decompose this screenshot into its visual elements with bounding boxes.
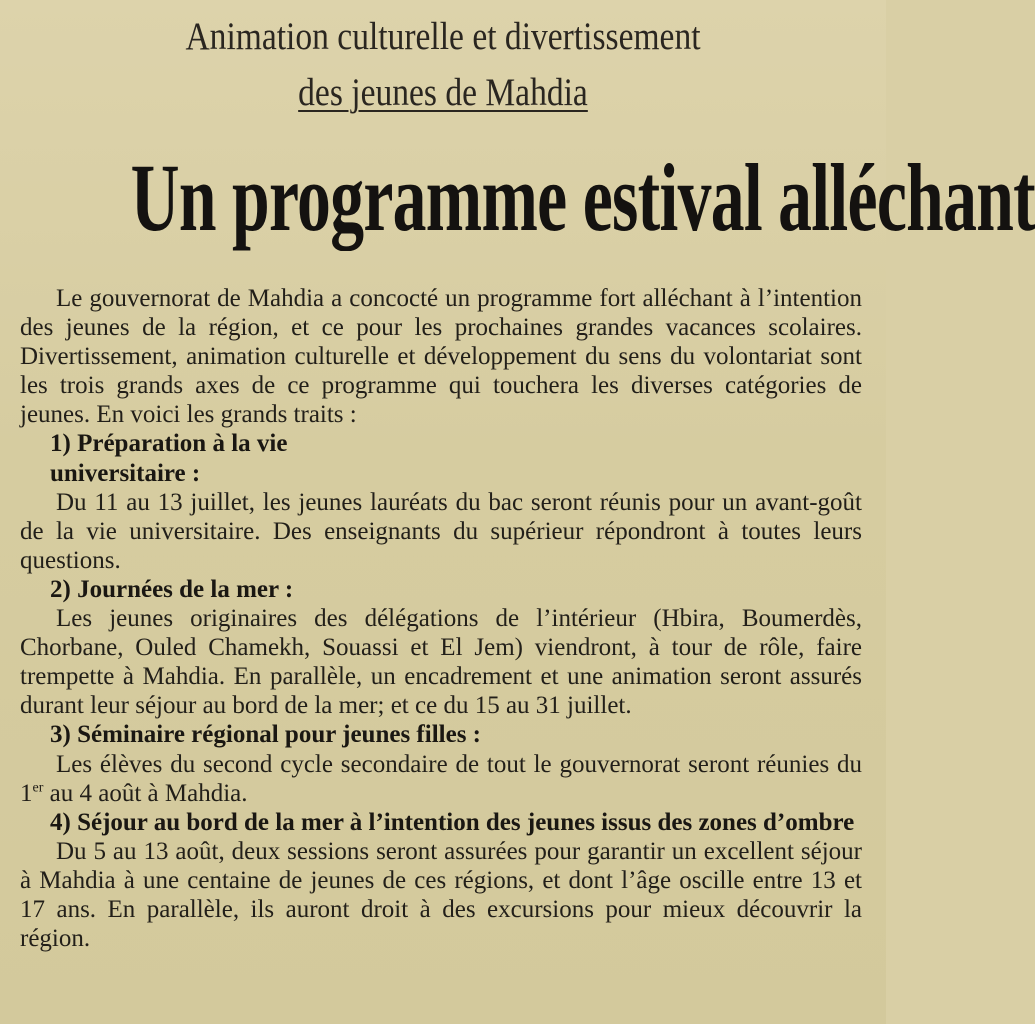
intro-paragraph: Le gouvernorat de Mahdia a concocté un programme fort alléchant à l’intention des jeunes de la région, et ce pour les prochaines grandes vacances scolaires. Divertissement, animation culturelle et développement du sens du volontariat sont les trois grands axes de ce programme qui touchera les diverses catégories de jeunes. En voici les grands traits : — [20, 285, 862, 429]
section-3-text — [20, 750, 862, 808]
section-4-text: Du 5 au 13 août, deux sessions seront assurées pour garantir un excellent séjour à Mahdia à une centaine de jeunes de ces régions, et dont l’âge oscille entre 13 et 17 ans. En parallèle, ils auront droit à des excursions pour mieux découvrir la région. — [20, 837, 862, 953]
section-1-text: Du 11 au 13 juillet, les jeunes lauréats du bac seront réunis pour un avant-goût de la vie universitaire. Des enseignants du supérieur répondront à toutes leurs questions. — [20, 488, 862, 574]
section-2-text: Les jeunes originaires des délégations de l’intérieur (Hbira, Boumerdès, Chorbane, Ouled Chamekh, Souassi et El Jem) viendront, à tour de rôle, faire trempette à Mahdia. En parallèle, un encadrement et une animation seront assurés durant leur séjour au bord de la mer; et ce du 15 au 31 juillet. — [20, 605, 862, 720]
article-body — [20, 284, 862, 953]
section-3-text-start: Les élèves du second cycle secondaire de tout le gouvernorat seront réunies du 1 — [20, 750, 862, 807]
kicker-line-1: Animation culturelle et divertissement — [185, 15, 701, 58]
section-4-heading: 4) Séjour au bord de la mer à l’intention des jeunes issus des zones d’ombre — [50, 808, 855, 836]
kicker-line-2: des jeunes de Mahdia — [298, 71, 588, 114]
section-1-heading: 1) Préparation à la vie universitaire : — [50, 430, 288, 487]
section-2-heading: 2) Journées de la mer : — [50, 575, 294, 603]
section-3-text-end: au 4 août à Mahdia. — [43, 779, 248, 807]
ordinal-superscript: er — [32, 780, 44, 796]
section-3-heading: 3) Séminaire régional pour jeunes filles : — [50, 721, 481, 749]
headline: Un programme estival alléchant — [130, 144, 1035, 251]
